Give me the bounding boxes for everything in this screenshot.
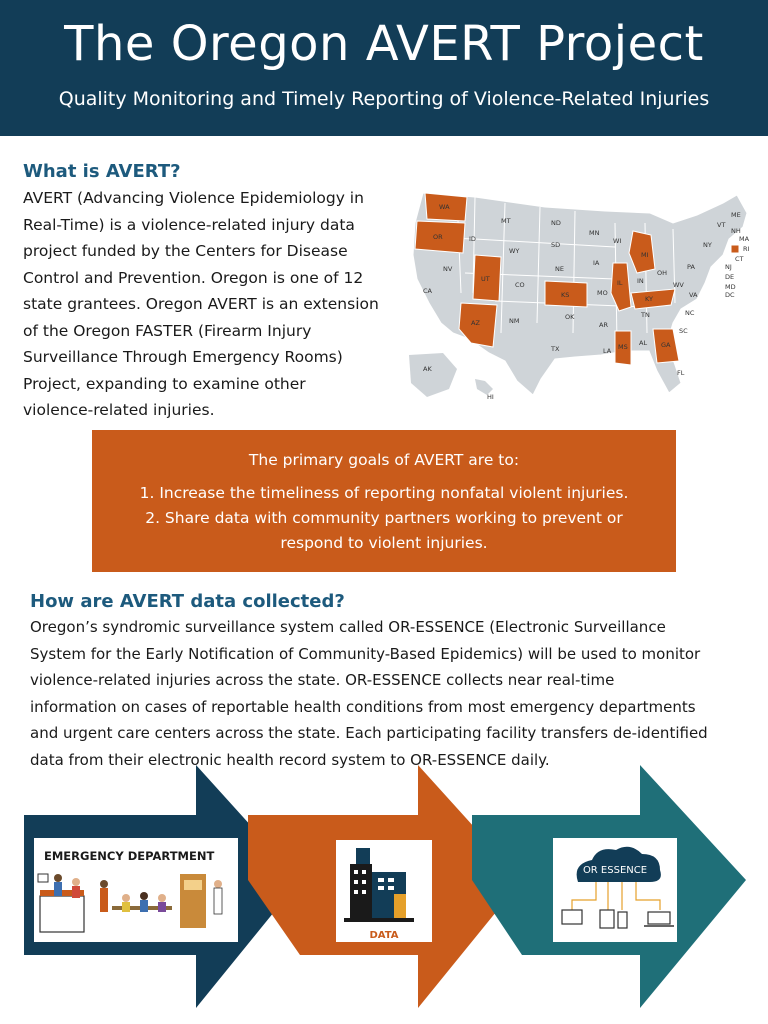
state-label: MS: [618, 343, 628, 351]
state-label: ID: [469, 235, 476, 243]
how-paragraph: [30, 614, 760, 773]
state-label: IL: [617, 279, 623, 287]
state-label: KY: [645, 295, 654, 303]
state-label: AL: [639, 339, 648, 347]
emergency-department-card: [34, 838, 238, 942]
state-label: GA: [661, 341, 671, 349]
header-banner: [0, 0, 768, 136]
state-label: DE: [725, 273, 735, 281]
state-label: NM: [509, 317, 520, 325]
goal-item-1: 1. Increase the timeliness of reporting nonfatal violent injuries.: [139, 484, 629, 502]
state-ri: [731, 245, 739, 253]
state-label: CT: [735, 255, 744, 263]
data-card: [336, 840, 432, 942]
how-line: data from their electronic health record system to OR-ESSENCE daily.: [30, 750, 550, 769]
state-label: AR: [599, 321, 608, 329]
state-label: DC: [725, 291, 735, 299]
state-label: TX: [551, 345, 560, 353]
state-label: FL: [677, 369, 685, 377]
state-label: MA: [739, 235, 750, 243]
state-label: UT: [481, 275, 490, 283]
state-label: ND: [551, 219, 561, 227]
state-label: SC: [679, 327, 688, 335]
what-line: Real-Time) is a violence-related injury data: [23, 215, 355, 234]
state-label: CA: [423, 287, 432, 295]
state-label: PA: [687, 263, 695, 271]
state-label: CO: [515, 281, 525, 289]
what-line: of the Oregon FASTER (Firearm Injury: [23, 321, 312, 340]
state-label: LA: [603, 347, 612, 355]
state-label: OR: [433, 233, 443, 241]
state-label: MD: [725, 283, 736, 291]
what-line: violence-related injuries.: [23, 401, 215, 419]
goals-box: [92, 430, 676, 572]
page-title: The Oregon AVERT Project: [64, 16, 704, 72]
what-line: state grantees. Oregon AVERT is an extension: [23, 295, 379, 313]
page-subtitle: Quality Monitoring and Timely Reporting of Violence-Related Injuries: [58, 88, 710, 110]
state-label: WY: [509, 247, 520, 255]
state-label: OK: [565, 313, 575, 321]
state-label: OH: [657, 269, 668, 277]
state-label: NY: [703, 241, 712, 249]
state-label: MT: [501, 217, 511, 225]
state-label: HI: [487, 393, 494, 401]
state-label: VT: [717, 221, 726, 229]
or-essence-card: [553, 838, 677, 942]
what-paragraph: [23, 185, 403, 424]
state-label: RI: [743, 245, 750, 253]
what-line: Control and Prevention. Oregon is one of 12: [23, 268, 364, 287]
how-line: Oregon’s syndromic surveillance system called OR-ESSENCE (Electronic Surveillance: [30, 618, 666, 636]
data-label: DATA: [369, 930, 399, 941]
what-heading: What is AVERT?: [23, 161, 181, 182]
data-flow-diagram: [0, 760, 768, 1024]
state-label: NC: [685, 309, 695, 317]
state-label: MI: [641, 251, 649, 259]
or-essence-label: OR ESSENCE: [582, 865, 648, 876]
state-label: IA: [593, 259, 600, 267]
how-line: and urgent care centers across the state. Each participating facility transfers de-identified: [30, 724, 708, 742]
what-line: project funded by the Centers for Disease: [23, 242, 348, 260]
state-label: NH: [731, 227, 741, 235]
state-label: AZ: [471, 319, 480, 327]
state-label: AK: [423, 365, 432, 373]
state-label: WV: [673, 281, 684, 289]
state-label: MO: [597, 289, 608, 297]
us-map: [405, 183, 757, 403]
how-heading: How are AVERT data collected?: [30, 591, 345, 612]
state-label: WI: [613, 237, 622, 245]
goal-item-2-cont: respond to violent injuries.: [280, 534, 488, 552]
what-line: Surveillance Through Emergency Rooms): [23, 348, 343, 366]
state-label: IN: [637, 277, 644, 285]
state-label: KS: [561, 291, 570, 299]
how-line: System for the Early Notification of Community-Based Epidemics) will be used to monitor: [30, 644, 701, 663]
goal-item-2: 2. Share data with community partners working to prevent or: [145, 509, 623, 527]
state-label: SD: [551, 241, 561, 249]
state-label: WA: [439, 203, 450, 211]
how-line: information on cases of reportable health conditions from most emergency departments: [30, 697, 696, 716]
goals-title: The primary goals of AVERT are to:: [248, 451, 520, 469]
state-label: MN: [589, 229, 600, 237]
emergency-department-label: EMERGENCY DEPARTMENT: [44, 849, 215, 863]
what-line: AVERT (Advancing Violence Epidemiology in: [23, 189, 364, 207]
how-line: violence-related injuries across the state. OR-ESSENCE collects near real-time: [30, 671, 615, 689]
state-label: ME: [731, 211, 741, 219]
state-ak: [409, 353, 457, 397]
state-label: NE: [555, 265, 564, 273]
state-label: NV: [443, 265, 453, 273]
state-label: TN: [641, 311, 650, 319]
what-line: Project, expanding to examine other: [23, 374, 306, 393]
state-label: NJ: [725, 263, 732, 271]
state-label: VA: [689, 291, 698, 299]
